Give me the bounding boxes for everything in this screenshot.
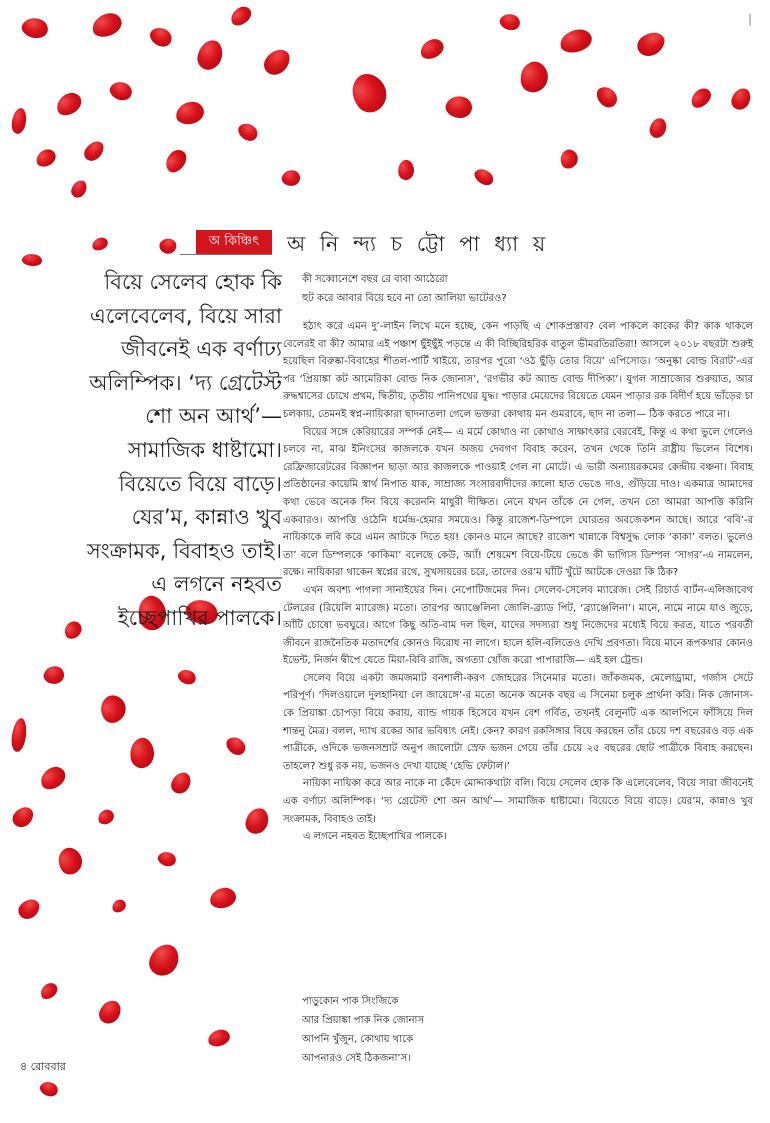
rose-petal	[37, 763, 69, 792]
intro-verse	[302, 270, 592, 308]
pull-quote-line: সামাজিক ধাষ্টামো।	[127, 437, 282, 462]
paragraph: বিয়ের সঙ্গে কেরিয়ারের সম্পর্ক নেই— এ মর্মে কোথাও না কোথাও সাক্ষাৎকার বেরবেই, কিন্তু এ কথা ভুলে গেলেও চলবে না, মাঝ ইনিংসের কাজলকে যখন অজয় দেবগণ বিবাহ করেন, তখন থেকে তিনি রাষ্ট্রীয় ভিলেন বিশেষ। রেফ্রিজারেটরের বিজ্ঞাপন ছাড়া আর কাজলকে পাওয়াই গেল না মোটে। এ ভারী অন্যায়রকমের কেন্দ্রীয় বঞ্চনা। বিবাহ প্রতিষ্ঠানের কায়েমি স্বার্থ নিপাত যাক, সাম্রাজ্য সংসারবাদীদের কালো হাত ভেঙে দাও, গুঁড়িয়ে দাও। একমাত্র আমাদের কথা ভেবে অনেক দিন বিয়ে করেননি মাধুরী দীক্ষিত। নেনে যখন তাঁকে নে গেল, তখন তো আমরা আপত্তি করিনি একবারও। আপত্তি ওঠেনি ধর্মেন্দ্র-হেমার সময়েও। কিন্তু রাজেশ-ডিম্পলে ঘোরতর অবজেকশন আছে। আরে ‘ববি’-র নায়িকাকে লবি করে এমন আটকে দিতে হয়! কোনও মানে আছে? রাজেশ খান্নাকে বিশ্বসুদ্ধ লোক ‘কাকা’ বলত। ভুলেও তা’ বলে ডিম্পলকে ‘কাকিমা’ বলেছে কেউ, অ্যাঁ! শেষমেশ বিয়ে-টিয়ে ভেঙে কী ভাগ্যিস ডিম্পল ‘সাগর’-এ নামলেন, রক্ষে। নায়িকারা থাকেন স্বপ্নের রথে, সুখসায়রের চরে, তাদের ওর’ম ঘাঁটি খুঁটে আটকে দেওয়া কি ঠিক?	[283, 426, 753, 579]
pull-quote-line: বিয়েতে বিয়ে বাড়ে।	[118, 471, 282, 496]
rose-petal	[53, 89, 85, 118]
rose-petal	[648, 117, 667, 139]
rose-petal	[128, 736, 157, 770]
pull-quote-line: যের’ম, কান্নাও খুব	[131, 505, 282, 530]
paragraph: এ লগনে নহবত ইচ্ছেপাখির পালকে।	[303, 831, 447, 843]
rose-petal	[443, 92, 475, 122]
rose-petal	[156, 849, 178, 869]
rose-petal	[557, 147, 582, 172]
paragraph: হঠাৎ করে এমন দু’-লাইন লিখে মনে হচ্ছে, কেন পাড়ছি এ শোকপ্রস্তাব? বেল পাকলে কাকের কী? কাক থাকলে বেলেরই বা কী? আমার এই পঞ্চাশ ছুঁইছুঁই পড়ন্তে এ কী বিচ্ছিরিহরিক বাতুল ভীমরতিরতিরা! আসলে ২০১৮ বছরটা শুরুই হয়েছিল বিরুষ্কা-বিবাহের শীতল-পার্টি খাইয়ে, তারপর পুরো ‘ওঠ ছুঁড়ি তোর বিয়ে’ এপিসোড। ‘অনুষ্কা বোল্ড বিরাট’-এর পর ‘প্রিয়াঙ্কা কট আমেরিকা বোল্ড নিক জোনাস’, ‘রণভীর কট অ্যান্ড বোল্ড দীপিকা’। যুগল সাম্রাজ্যের শুরুয়াত, আর রুদ্ধশ্বাসের চোখে প্রথম, দ্বিতীয়, তৃতীয় পানিপথের যুদ্ধ। পাড়ার মেয়েদের বিয়েতে যেমন পাড়ার রক বিদীর্ণ হয়ে ভাঁড়ের চা চলকায়, তেমনই স্বপ্ন-নায়িকারা ছাদনাতলা গেলে ভক্তরা কোথায় মন গুমরাবে, ছাদ না তলা— ঠিক করতে পারে না।	[283, 321, 753, 420]
verse-line: কী সব্বোনেশে বছর রে বাবা আঠেরো	[302, 274, 448, 285]
rose-petal	[175, 101, 205, 125]
rose-petal	[517, 59, 552, 95]
rose-petal	[96, 808, 115, 826]
rose-petal	[107, 78, 135, 105]
pull-quote-line: শো অন আর্থ’—	[145, 404, 282, 429]
paragraph: সেলেব বিয়ে একটা জমজমাট বনশালী-করণ জোহরের সিনেমার মতো। জাঁকজমক, মেলোড্রামা, গর্জাস সেটে পরিপূর্ণ। ‘দিলওয়ালে দুলহানিয়া লে জায়েঙ্গে’-র মতো অনেক অনেক বছর এ সিনেমা চলুক প্রার্থনা করি। নিক জোনাস-কে প্রিয়াঙ্কা চোপড়া বিয়ে করায়, ব্যান্ড গায়ক হিসেবে যখন বেশ গর্বিত, তখনই বেলুনটি এক আলপিনে ফাঁসিয়ে দিল শান্তনু মৈত্র। বলল, দ্যাখ রকের আর ভবিষ্যৎ নেই। কেন? কারণ রকসিঙ্গার বিয়ে করছেন তাঁর চেয়ে দশ বছরেরও বড় এক পাত্রীকে, ওদিকে ভজনসম্রাট অনুপ জালোটা স্রেফ ভজন গেয়ে তাঁর চেয়ে ২৫ বছরের ছোট পাত্রীকে বিবাহ করছেন। তাহলে? শুধু রক নয়, ভজনও দেখা যাচ্ছে ‘হেভি ফেটাল।’	[283, 672, 753, 772]
article-body	[283, 318, 753, 846]
page-number: ৪	[20, 1060, 28, 1073]
rose-petal	[396, 159, 415, 181]
rose-petal	[176, 666, 199, 687]
verse-line: হুট করে আবার বিয়ে হবে না তো আলিয়া ভাটেরও?	[302, 293, 507, 304]
rose-petal	[95, 691, 132, 728]
rose-petal	[260, 44, 294, 80]
rose-petal	[11, 717, 28, 752]
rose-petal	[472, 165, 496, 189]
author-byline: অ নি ন্দ্য চ ট্টো পা ধ্যা য়	[287, 232, 550, 256]
rose-petal	[244, 806, 270, 835]
rose-petal	[34, 147, 58, 169]
rose-petal	[223, 733, 248, 759]
rose-petal	[9, 803, 36, 831]
rose-petal	[418, 36, 447, 61]
verse-line: আর প্রিয়াঙ্কা পাক নিক জোনাস	[302, 1015, 425, 1026]
pull-quote	[30, 266, 282, 636]
rose-petal	[81, 137, 107, 164]
verse-line: আপনি খুঁজুন, কোথায় থাকে	[302, 1034, 414, 1045]
pull-quote-line: এলেবেলেব, বিয়ে সারা	[89, 303, 282, 328]
rose-petal	[11, 107, 27, 134]
pull-quote-line: ইচ্ছেপাখির পালকে।	[117, 605, 282, 630]
rose-petal	[19, 14, 50, 42]
rose-petal	[498, 11, 523, 34]
rose-petal	[280, 168, 302, 188]
rose-petal	[96, 997, 123, 1026]
rose-petal	[344, 68, 394, 119]
pull-quote-line: জীবনেই এক বর্ণাঢ্য	[121, 337, 282, 362]
rose-petal	[687, 85, 714, 111]
corner-mark: |	[748, 12, 753, 26]
rose-petal	[161, 146, 191, 176]
rose-petal	[169, 770, 193, 797]
pull-quote-line: অলিম্পিক। ‘দ্য গ্রেটেস্ট	[89, 370, 282, 395]
rose-petal	[235, 119, 260, 144]
rose-petal	[15, 895, 43, 923]
rose-petal	[558, 27, 593, 54]
rose-petal	[146, 941, 181, 979]
verse-line: আপনারও সেই ঠিকজনা’স।	[302, 1053, 411, 1064]
rose-petal	[594, 83, 621, 111]
rose-petal	[110, 898, 127, 914]
rose-petal	[227, 4, 254, 29]
rose-petal	[53, 843, 88, 878]
rose-petal	[147, 23, 175, 51]
pull-quote-line: এ লগনে নহবত	[151, 572, 282, 597]
page-footer	[20, 1058, 66, 1077]
magazine-name: রোববার	[30, 1060, 66, 1073]
pull-quote-line: বিয়ে সেলেব হোক কি	[104, 270, 282, 294]
rose-petal	[207, 1028, 231, 1048]
rose-petal	[729, 86, 752, 112]
rose-petal	[91, 236, 110, 252]
paragraph: নায়িকা নায়িকা করে আর নাকে না কেঁদে মোদ্দাকথাটা বলি। বিয়ে সেলেব হোক কি এলেবেলেব, বিয়ে সারা জীবনেই এক বর্ণাঢ্য অলিম্পিক। ‘দ্য গ্রেটেস্ট শো অন আর্থ’— সামাজিক ধাষ্টামো। বিয়েতে বিয়ে বাড়ে। যের’ম, কান্নাও খুব সংক্রামক, বিবাহও তাই।	[283, 778, 753, 825]
rose-petal	[90, 10, 125, 39]
rose-petal	[157, 235, 180, 258]
outro-verse	[302, 992, 562, 1068]
rose-petal	[38, 980, 61, 1001]
rose-petal	[633, 27, 669, 62]
paragraph: এখন অবশ্য পাগলা সানাইয়ের দিন। নেপোটিজমের দিন। সেলেব-সেলেব ম্যারেজ। সেই রিচার্ড বার্টন-এলিজাবেথ টেলরের (রিয়েলি ম্যারেজ) মতো। তারপর অ্যাঞ্জেলিনা জোলি-ব্র্যাড পিট, ‘ব্র্যাঞ্জেলিনা’। মানে, নামে নামে যাও জুড়ে, আঁটি চোষো ভবঘুরে। আগে কিছু অতি-বাম দল ছিল, যাদের সদস্যরা শুধু নিজেদের মধ্যেই বিয়ে করত, যাতে পরবর্তী জীবনে রাজনৈতিক মতাদর্শের কোনও বিরোধ না লাগে। হালে হলি-বলিতেও দেখি প্রবণতা। বিয়ে মানে রূপকথার কোনও ইভেন্ট, নির্জন দ্বীপে যেতে মিয়া-বিবি রাজি, অগত্যা খোঁজ করো পাপারাজি— এই হল ট্রেন্ড।	[283, 584, 753, 667]
rose-petal	[38, 1078, 61, 1099]
rose-petal	[42, 664, 66, 687]
rose-petal	[196, 38, 225, 72]
section-tag: অ কিঞ্চিৎ	[196, 230, 272, 254]
divider	[180, 254, 272, 255]
rose-petal	[69, 178, 88, 200]
verse-line: পাড়ুকোন পাক সিংজিকে	[302, 996, 399, 1007]
rose-petal	[209, 887, 237, 909]
pull-quote-line: সংক্রামক, বিবাহও তাই।	[86, 538, 282, 563]
